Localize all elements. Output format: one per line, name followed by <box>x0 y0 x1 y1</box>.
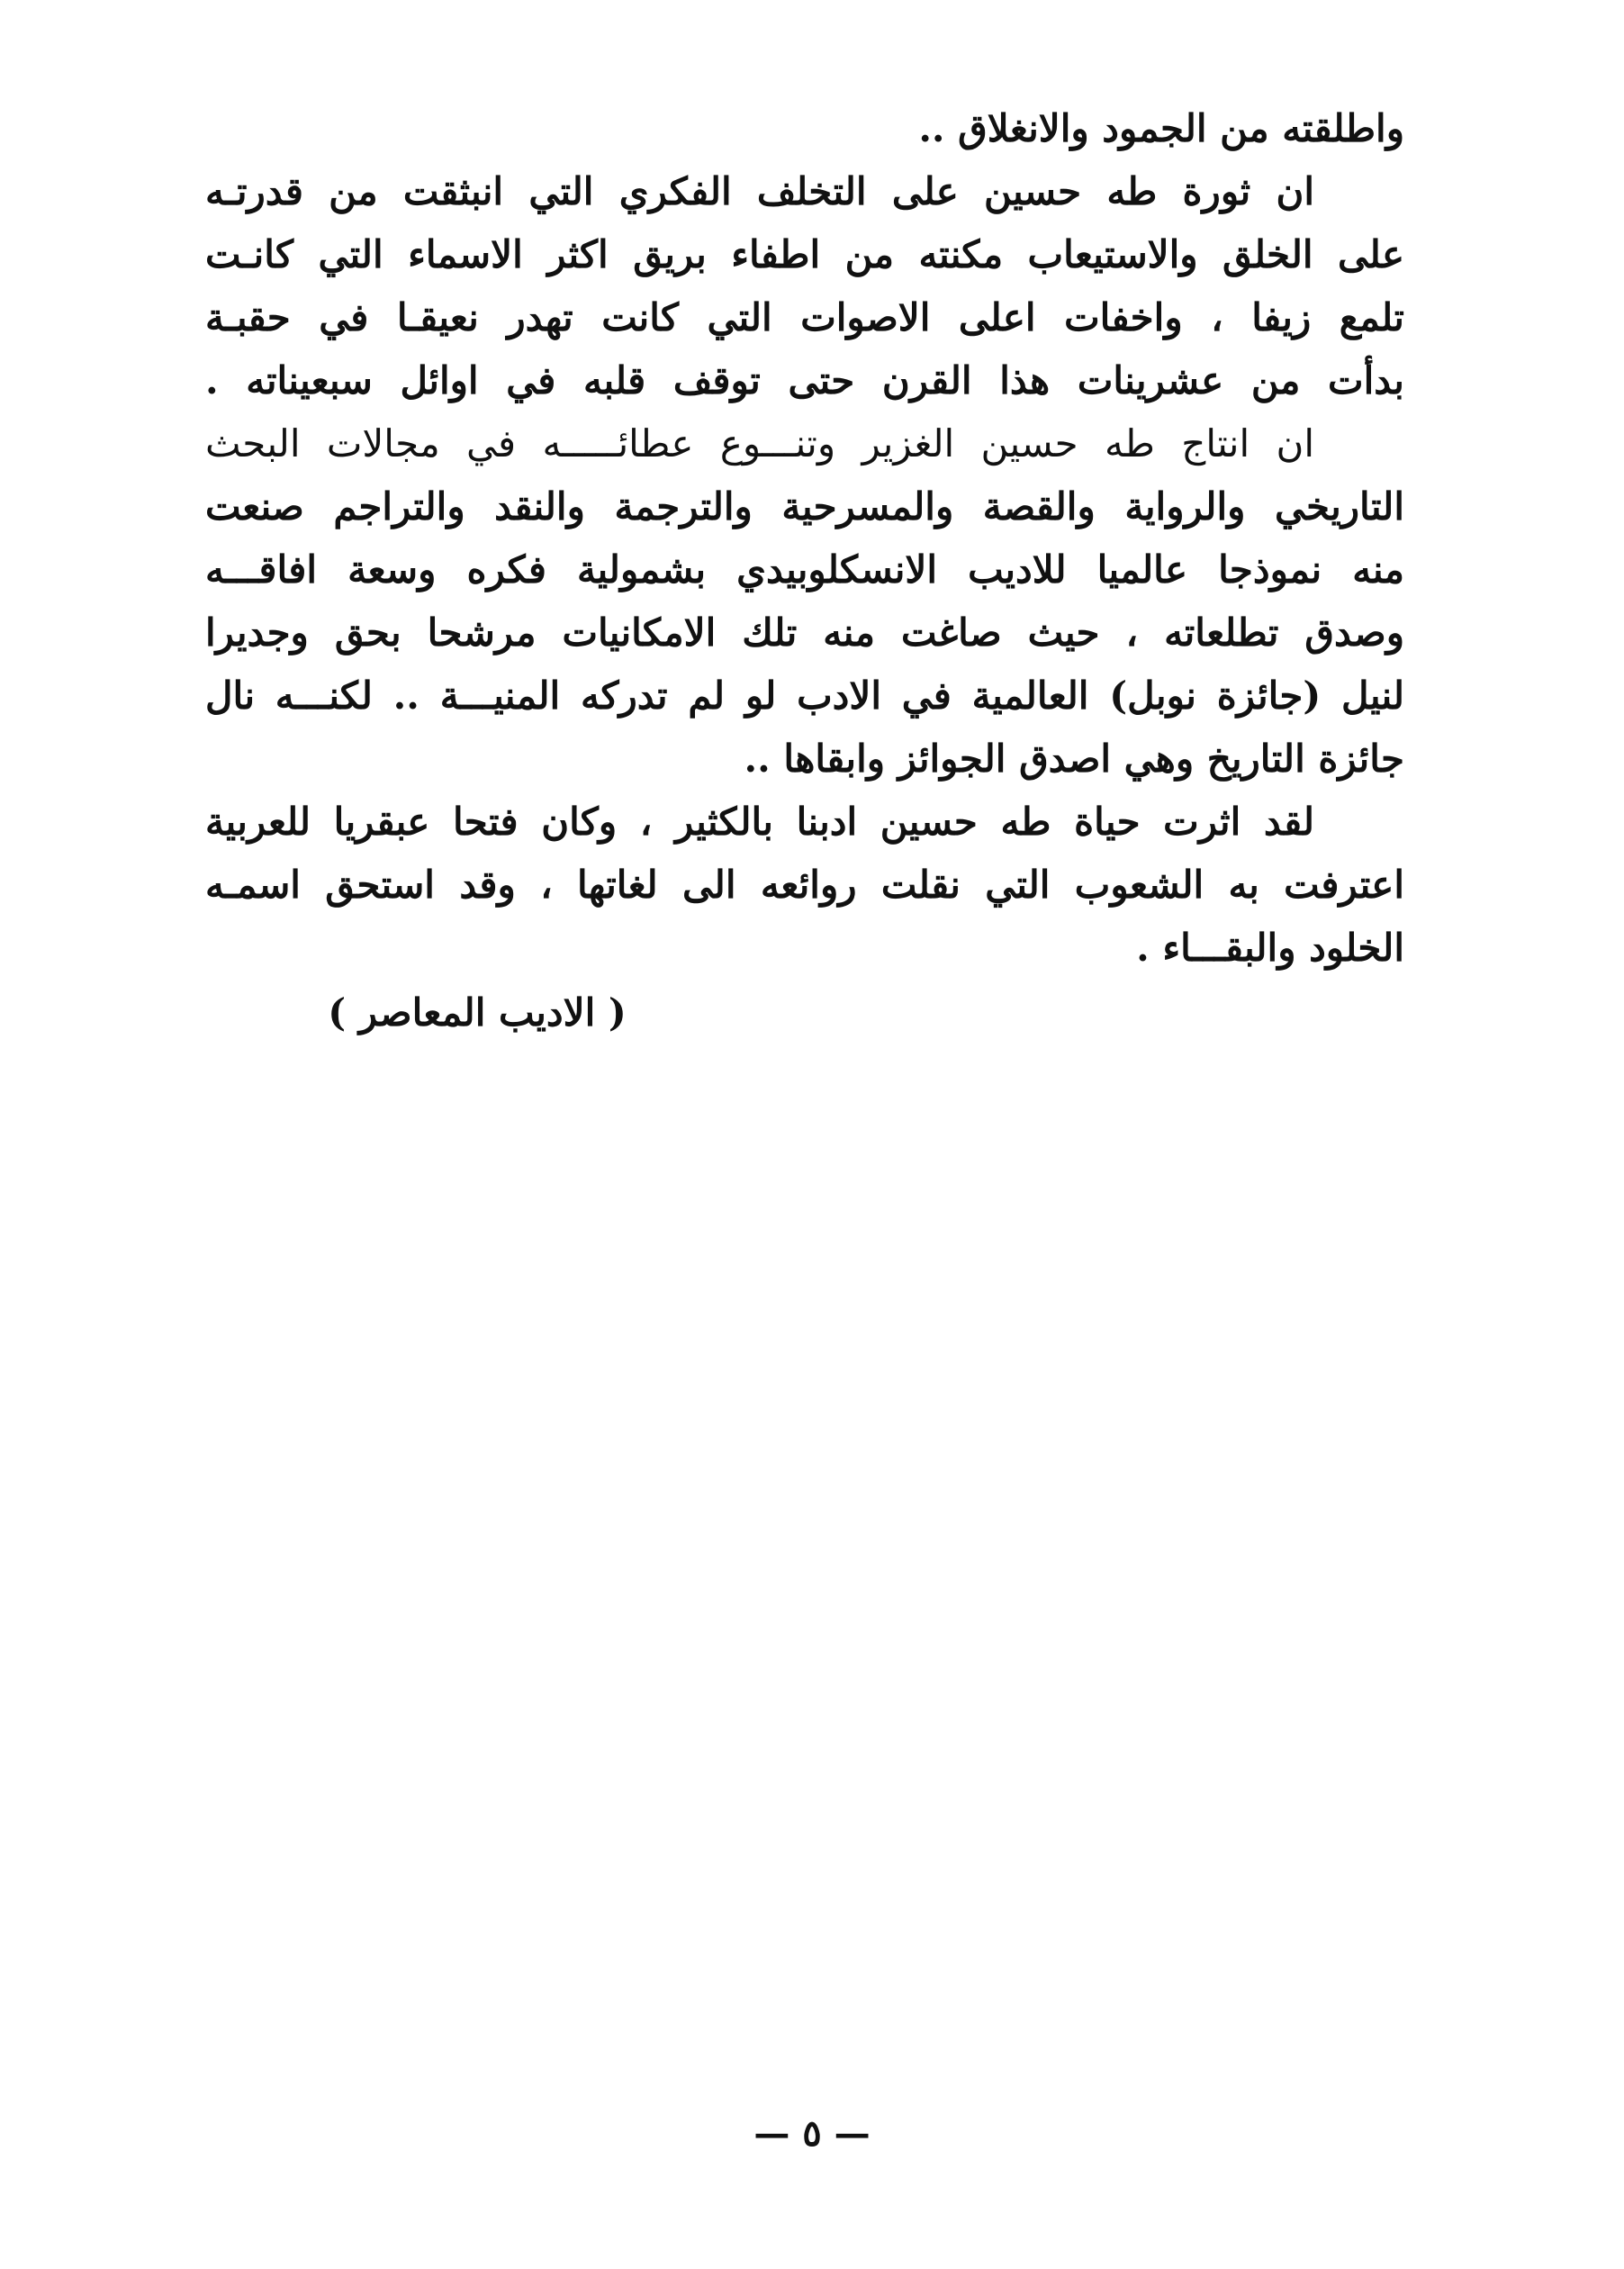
text-line-1: واطلقته من الجمود والانغلاق .. <box>918 106 1404 150</box>
text-line-10: لنيل (جائزة نوبل) العالمية في الادب لو لم تدركه المنيـــة .. لكنـــه نال <box>205 673 1404 718</box>
text-line-5: بدأت من عشرينات هذا القرن حتى توقف قلبه في اوائل سبعيناته . <box>205 358 1404 402</box>
text-line-12: لقد اثرت حياة طه حسين ادبنا بالكثير ، وكان فتحا عبقريا للعربية <box>205 800 1314 844</box>
text-line-11: جائزة التاريخ وهي اصدق الجوائز وابقاها .. <box>744 737 1404 781</box>
author-signature: ( الاديب المعاصر ) <box>328 990 627 1035</box>
text-line-7: التاريخي والرواية والقصة والمسرحية والترجمة والنقد والتراجم صنعت <box>205 484 1404 529</box>
text-line-8: منه نموذجا عالميا للاديب الانسكلوبيدي بشمولية فكره وسعة افاقـــه <box>205 547 1404 592</box>
text-line-4: تلمع زيفا ، واخفات اعلى الاصوات التي كانت تهدر نعيقـا في حقبـة <box>205 295 1404 339</box>
page-number: — ٥ — <box>753 2112 871 2155</box>
text-line-2: ان ثورة طه حسين على التخلف الفكري التي انبثقت من قدرتـه <box>205 169 1314 213</box>
text-line-13: اعترفت به الشعوب التي نقلت روائعه الى لغاتها ، وقد استحق اسمـه <box>205 863 1404 907</box>
article-body <box>205 97 1404 980</box>
text-line-3: على الخلق والاستيعاب مكنته من اطفاء بريق اكثر الاسماء التي كانـت <box>205 232 1404 276</box>
text-line-9: وصدق تطلعاته ، حيث صاغت منه تلك الامكانيات مرشحا بحق وجديرا <box>205 610 1404 655</box>
text-line-14: الخلود والبقـــاء . <box>1136 926 1404 970</box>
text-line-6: ان انتاج طه حسين الغزير وتنـــوع عطائـــــه في مجالات البحث <box>205 421 1314 466</box>
